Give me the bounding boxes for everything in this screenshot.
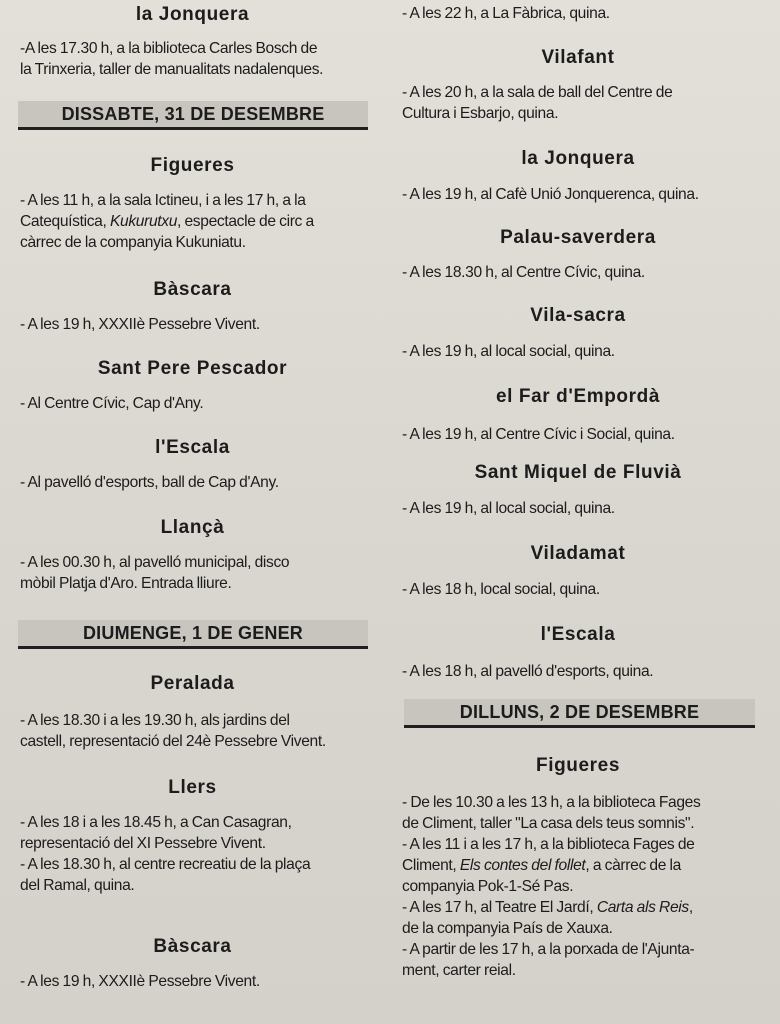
entry-line: la Trinxeria, taller de manualitats nadalenques. xyxy=(20,61,324,78)
event-entry xyxy=(20,710,326,752)
event-entry: - A les 19 h, al Cafè Unió Jonquerenca, quina. xyxy=(402,186,699,203)
entry-line: del Ramal, quina. xyxy=(20,877,135,894)
entry-line: ment, carter reial. xyxy=(402,962,516,979)
event-entry xyxy=(402,792,700,981)
town-heading-figueres: Figueres xyxy=(536,755,620,776)
entry-line: companyia Pok-1-Sé Pas. xyxy=(402,878,574,895)
town-heading-la-jonquera: la Jonquera xyxy=(521,148,635,169)
entry-text: , a càrrec de la xyxy=(585,857,681,874)
event-entry: - A les 18.30 h, al Centre Cívic, quina. xyxy=(402,264,645,281)
entry-line: castell, representació del 24è Pessebre Vivent. xyxy=(20,733,326,750)
event-entry: - A les 19 h, XXXIIè Pessebre Vivent. xyxy=(20,973,260,990)
event-entry xyxy=(402,82,672,124)
event-entry: - A les 19 h, al local social, quina. xyxy=(402,500,615,517)
town-heading-vilafant: Vilafant xyxy=(541,47,615,68)
entry-text: Catequística, xyxy=(20,213,110,230)
town-heading-vila-sacra: Vila-sacra xyxy=(530,305,626,326)
town-heading-la-jonquera: la Jonquera xyxy=(135,4,250,25)
town-heading-viladamat: Viladamat xyxy=(530,543,626,564)
day-header-dissabte: DISSABTE, 31 DE DESEMBRE xyxy=(18,101,368,130)
event-entry: - A les 19 h, XXXIIè Pessebre Vivent. xyxy=(20,316,260,333)
town-heading-sant-miquel-de-fluvia: Sant Miquel de Fluvià xyxy=(474,462,682,483)
entry-text: , xyxy=(688,899,693,916)
town-heading-el-far-emporda: el Far d'Empordà xyxy=(495,386,661,407)
entry-line: Cultura i Esbarjo, quina. xyxy=(402,105,559,122)
entry-line: - A les 18.30 h, al centre recreatiu de la plaça xyxy=(20,856,311,873)
event-entry: - A les 19 h, al Centre Cívic i Social, quina. xyxy=(402,426,675,443)
event-entry: - A les 18 h, local social, quina. xyxy=(402,581,600,598)
town-heading-palau-saverdera: Palau-saverdera xyxy=(500,227,656,248)
entry-line: -A les 17.30 h, a la biblioteca Carles Bosch de xyxy=(20,40,318,57)
entry-line: - A les 11 h, a la sala Ictineu, i a les 17 h, a la xyxy=(20,192,306,209)
event-entry xyxy=(20,38,323,80)
entry-line: - A partir de les 17 h, a la porxada de l'Ajunta- xyxy=(402,941,695,958)
day-header-dilluns: DILLUNS, 2 DE DESEMBRE xyxy=(404,699,755,728)
event-entry xyxy=(20,812,310,896)
entry-line: representació del XI Pessebre Vivent. xyxy=(20,835,266,852)
town-heading-peralada: Peralada xyxy=(150,673,235,694)
entry-line: càrrec de la companyia Kukuniatu. xyxy=(20,234,246,251)
entry-line: - A les 11 i a les 17 h, a la biblioteca Fages de xyxy=(402,836,695,853)
show-title: Carta als Reis xyxy=(596,899,689,916)
entry-text: - A les 17 h, al Teatre El Jardí, xyxy=(402,899,597,916)
town-heading-llers: Llers xyxy=(168,777,217,798)
town-heading-llanca: Llançà xyxy=(160,517,225,538)
right-column xyxy=(390,0,780,1024)
event-entry: - Al pavelló d'esports, ball de Cap d'Any. xyxy=(20,474,279,491)
entry-line: - A les 00.30 h, al pavelló municipal, disco xyxy=(20,554,290,571)
entry-line: - A les 18.30 i a les 19.30 h, als jardins del xyxy=(20,712,290,729)
show-title: Kukurutxu xyxy=(109,213,178,230)
show-title: Els contes del follet xyxy=(459,857,586,874)
event-entry: - A les 18 h, al pavelló d'esports, quina. xyxy=(402,663,654,680)
town-heading-bascara: Bàscara xyxy=(153,279,232,300)
event-entry xyxy=(20,552,289,594)
town-heading-bascara-2: Bàscara xyxy=(153,936,232,957)
event-entry: - Al Centre Cívic, Cap d'Any. xyxy=(20,395,204,412)
entry-line xyxy=(20,211,314,232)
town-heading-escala: l'Escala xyxy=(540,624,616,645)
entry-line xyxy=(402,855,700,876)
event-entry: - A les 19 h, al local social, quina. xyxy=(402,343,615,360)
event-entry: - A les 22 h, a La Fàbrica, quina. xyxy=(402,5,610,22)
entry-line xyxy=(402,897,700,918)
town-heading-sant-pere-pescador: Sant Pere Pescador xyxy=(97,358,288,379)
entry-text: Climent, xyxy=(402,857,460,874)
entry-line: - A les 18 i a les 18.45 h, a Can Casagran, xyxy=(20,814,292,831)
day-header-diumenge: DIUMENGE, 1 DE GENER xyxy=(18,620,368,649)
entry-line: - De les 10.30 a les 13 h, a la biblioteca Fages xyxy=(402,794,701,811)
event-entry xyxy=(20,190,314,253)
town-heading-escala: l'Escala xyxy=(155,437,230,458)
entry-line: - A les 20 h, a la sala de ball del Centre de xyxy=(402,84,673,101)
entry-line: mòbil Platja d'Aro. Entrada lliure. xyxy=(20,575,232,592)
town-heading-figueres: Figueres xyxy=(150,155,235,176)
entry-text: , espectacle de circ a xyxy=(177,213,314,230)
entry-line: de la companyia País de Xauxa. xyxy=(402,920,613,937)
entry-line: de Climent, taller "La casa dels teus somnis". xyxy=(402,815,695,832)
